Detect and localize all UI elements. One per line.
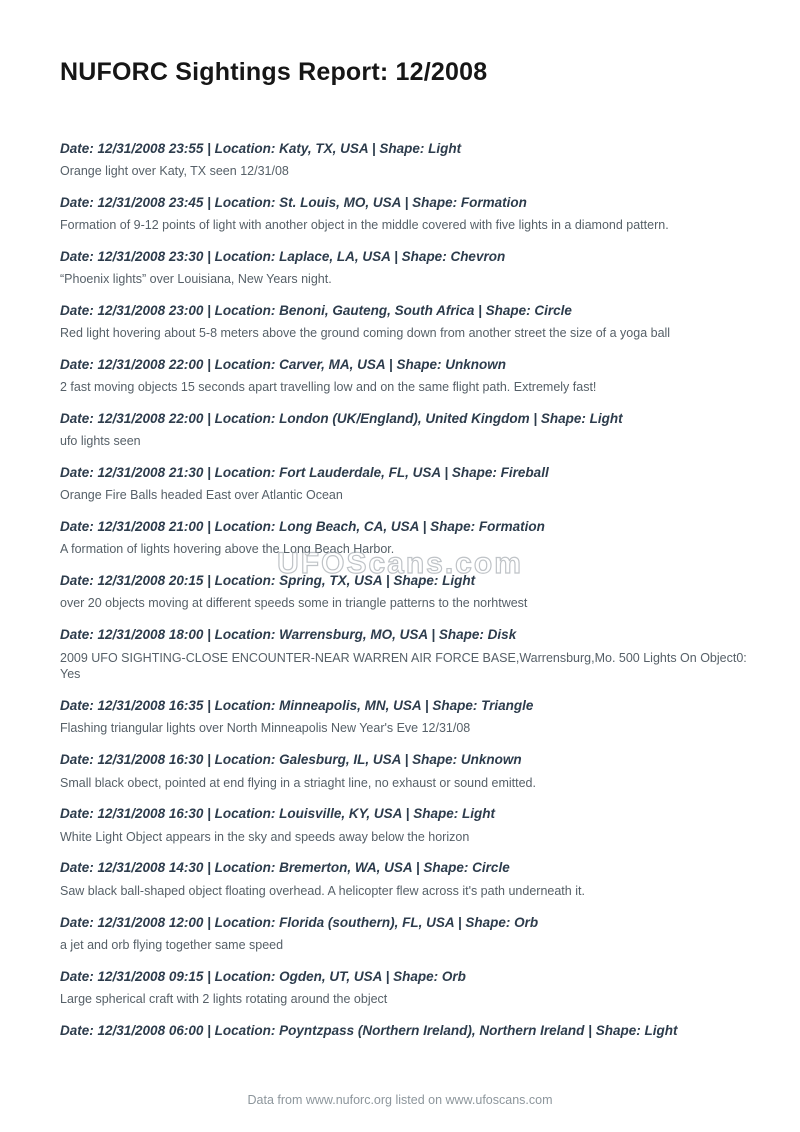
sighting-description: Orange light over Katy, TX seen 12/31/08 (60, 163, 289, 178)
sighting-entry (60, 141, 750, 180)
sighting-header: Date: 12/31/2008 18:00 | Location: Warrensburg, MO, USA | Shape: Disk (60, 627, 517, 643)
sighting-entry (60, 573, 750, 612)
sightings-list (60, 141, 750, 1039)
sighting-header: Date: 12/31/2008 21:30 | Location: Fort Lauderdale, FL, USA | Shape: Fireball (60, 465, 549, 481)
sighting-entry (60, 1023, 750, 1039)
sighting-description: “Phoenix lights” over Louisiana, New Years night. (60, 272, 332, 287)
page-title: NUFORC Sightings Report: 12/2008 (60, 58, 488, 86)
sighting-header: Date: 12/31/2008 22:00 | Location: Carver, MA, USA | Shape: Unknown (60, 357, 506, 372)
page-footer: Data from www.nuforc.org listed on www.ufoscans.com (247, 1093, 553, 1107)
sighting-description: Red light hovering about 5-8 meters above the ground coming down from another street the size of a yoga ball (60, 326, 671, 341)
sighting-entry (60, 806, 750, 845)
sighting-header: Date: 12/31/2008 06:00 | Location: Poyntzpass (Northern Ireland), Northern Ireland | Shape: Light (60, 1022, 678, 1038)
sighting-header: Date: 12/31/2008 20:15 | Location: Spring, TX, USA | Shape: Light (60, 573, 476, 589)
sighting-entry (60, 249, 750, 288)
sighting-entry (60, 195, 750, 234)
sighting-description: Formation of 9-12 points of light with another object in the middle covered with five lights in a diamond pattern. (60, 218, 669, 232)
sighting-description: White Light Object appears in the sky and speeds away below the horizon (60, 829, 470, 844)
sighting-header: Date: 12/31/2008 22:00 | Location: London (UK/England), United Kingdom | Shape: Light (60, 411, 623, 427)
sighting-entry (60, 411, 750, 450)
sighting-entry (60, 519, 750, 558)
sighting-header: Date: 12/31/2008 14:30 | Location: Bremerton, WA, USA | Shape: Circle (60, 860, 510, 876)
sighting-entry (60, 915, 750, 954)
sighting-header: Date: 12/31/2008 23:30 | Location: Laplace, LA, USA | Shape: Chevron (60, 248, 506, 264)
sighting-entry (60, 698, 750, 737)
sighting-description: Large spherical craft with 2 lights rotating around the object (60, 991, 388, 1006)
sighting-description: Flashing triangular lights over North Minneapolis New Year's Eve 12/31/08 (60, 721, 471, 736)
sighting-header: Date: 12/31/2008 21:00 | Location: Long Beach, CA, USA | Shape: Formation (60, 519, 545, 535)
sighting-description: a jet and orb flying together same speed (60, 937, 284, 952)
sighting-entry (60, 969, 750, 1008)
sighting-description: Orange Fire Balls headed East over Atlantic Ocean (60, 488, 343, 503)
sighting-description: ufo lights seen (60, 434, 141, 449)
sighting-header: Date: 12/31/2008 16:35 | Location: Minneapolis, MN, USA | Shape: Triangle (60, 698, 534, 714)
sighting-header: Date: 12/31/2008 23:00 | Location: Benoni, Gauteng, South Africa | Shape: Circle (60, 302, 572, 318)
sighting-entry (60, 627, 750, 683)
sighting-description: 2 fast moving objects 15 seconds apart travelling low and on the same flight path. Extremely fast! (60, 380, 597, 395)
sighting-description: over 20 objects moving at different speeds some in triangle patterns to the norhtwest (60, 596, 528, 611)
sighting-header: Date: 12/31/2008 16:30 | Location: Louisville, KY, USA | Shape: Light (60, 806, 495, 822)
sighting-header: Date: 12/31/2008 23:45 | Location: St. Louis, MO, USA | Shape: Formation (60, 194, 527, 210)
sighting-description: Saw black ball-shaped object floating overhead. A helicopter flew across it's path underneath it. (60, 883, 585, 898)
watermark: UFOScans.com (277, 547, 523, 580)
sighting-description: Small black obect, pointed at end flying in a striaght line, no exhaust or sound emitted. (60, 775, 536, 790)
sighting-entry (60, 357, 750, 396)
sighting-header: Date: 12/31/2008 09:15 | Location: Ogden, UT, USA | Shape: Orb (60, 968, 466, 984)
sighting-header: Date: 12/31/2008 12:00 | Location: Florida (southern), FL, USA | Shape: Orb (60, 914, 539, 930)
sighting-header: Date: 12/31/2008 16:30 | Location: Galesburg, IL, USA | Shape: Unknown (60, 752, 522, 768)
sighting-header: Date: 12/31/2008 23:55 | Location: Katy, TX, USA | Shape: Light (60, 140, 462, 156)
sighting-entry (60, 752, 750, 791)
sighting-description: A formation of lights hovering above the Long Beach Harbor. (60, 542, 395, 557)
sighting-entry (60, 465, 750, 504)
sighting-description: 2009 UFO SIGHTING-CLOSE ENCOUNTER-NEAR WARREN AIR FORCE BASE,Warrensburg,Mo. 500 Lights On Object0: Yes (60, 650, 747, 682)
sighting-entry (60, 860, 750, 899)
sighting-entry (60, 303, 750, 342)
